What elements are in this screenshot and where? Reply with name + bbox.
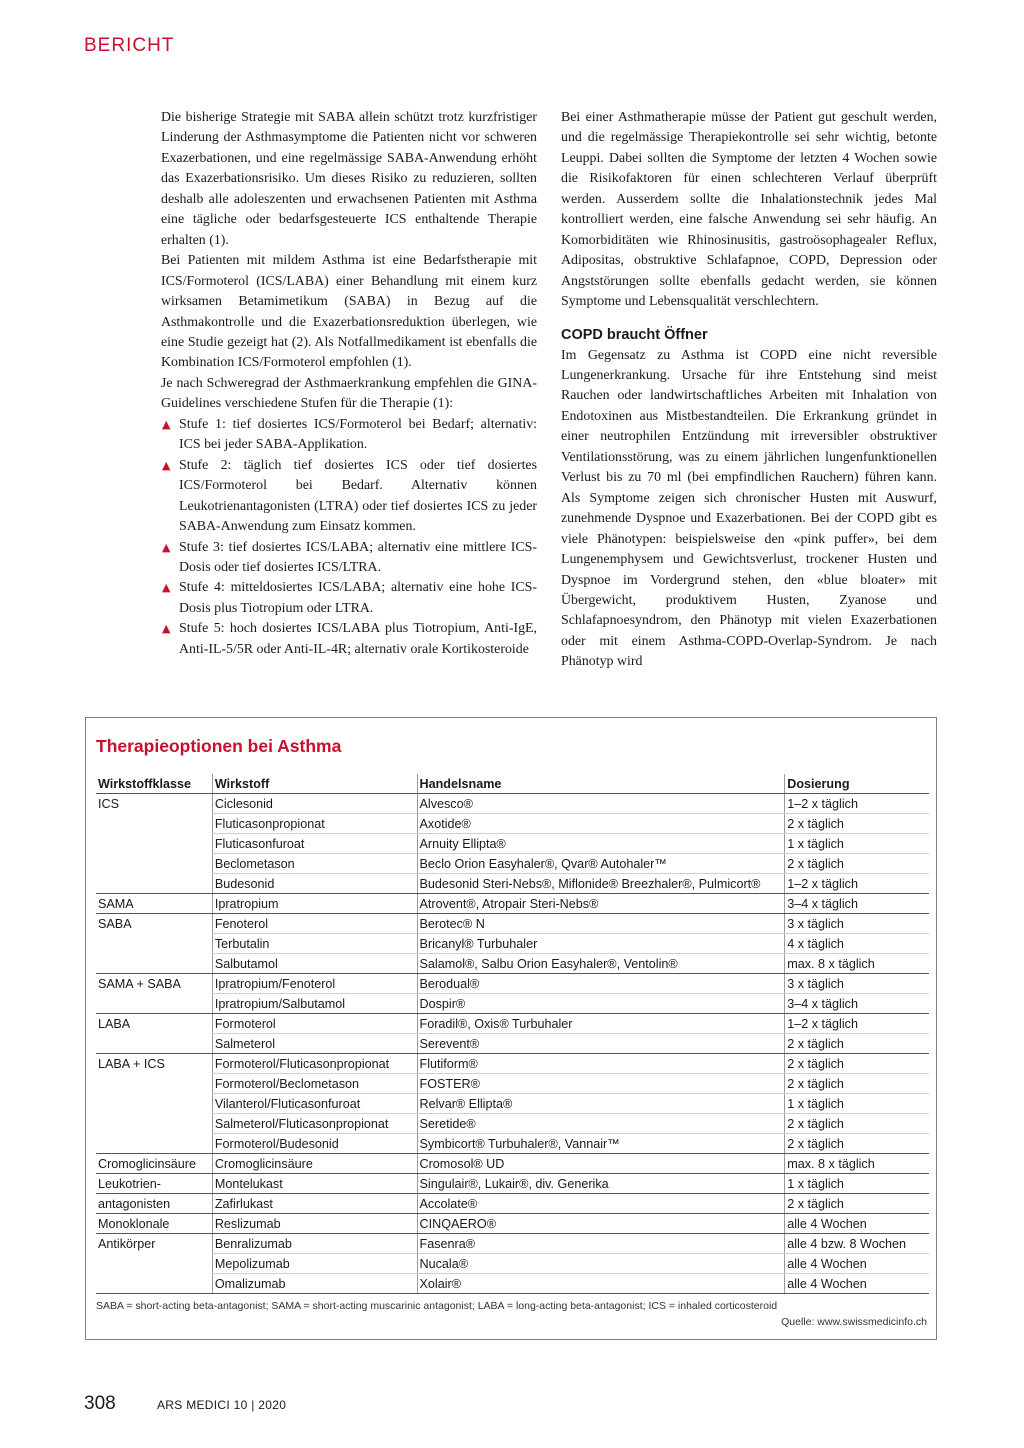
table-row (96, 1114, 929, 1134)
table-cell: Ciclesonid (212, 794, 417, 814)
therapy-options-box (85, 717, 937, 1340)
table-cell (96, 994, 212, 1014)
table-row (96, 1234, 929, 1254)
table-cell (96, 814, 212, 834)
table-row (96, 1134, 929, 1154)
column-header: Dosierung (785, 774, 929, 794)
table-title: Therapieoptionen bei Asthma (96, 736, 342, 756)
table-row (96, 1034, 929, 1054)
table-cell: Cromoglicinsäure (212, 1154, 417, 1174)
paragraph: Bei einer Asthmatherapie müsse der Patient gut geschult werden, und die regelmässige Therapiekontrolle sei sehr wichtig, betonte Leuppi. Dabei sollten die Symptome der letzten 4 Wochen sowie die Risikofaktoren für einen schlechteren Verlauf überprüft werden. Ausserdem sollte die Inhalationstechnik jedes Mal kontrolliert werden, eine falsche Anwendung sei sehr häufig. An Komorbiditäten wie Rhinosinusitis, gastroösophagealer Reflux, Adipositas, obstruktive Schlafapnoe, COPD, Depression oder Angststörungen sollte ebenfalls gedacht werden, sie können Symptome und Lebensqualität verschlechtern. (561, 110, 937, 310)
table-cell: Accolate® (417, 1194, 785, 1214)
table-row (96, 1174, 929, 1194)
table-cell (96, 1074, 212, 1094)
table-cell: Beclometason (212, 854, 417, 874)
table-cell: 2 x täglich (785, 1034, 929, 1054)
table-cell: 2 x täglich (785, 814, 929, 834)
section-label: BERICHT (84, 35, 175, 56)
table-cell: Atrovent®, Atropair Steri-Nebs® (417, 894, 785, 914)
table-cell: 1 x täglich (785, 1094, 929, 1114)
column-header: Wirkstoff (212, 774, 417, 794)
table-cell: Monoklonale (96, 1214, 212, 1234)
list-item (161, 578, 537, 619)
table-cell: alle 4 Wochen (785, 1254, 929, 1274)
table-header-row (96, 774, 929, 794)
table-cell: 2 x täglich (785, 1074, 929, 1094)
left-column (161, 108, 537, 660)
table-cell: Benralizumab (212, 1234, 417, 1254)
table-cell: Bricanyl® Turbuhaler (417, 934, 785, 954)
list-item-text: Stufe 5: hoch dosiertes ICS/LABA plus Tiotropium, Anti-IgE, Anti-IL-5/5R oder Anti-IL-4R; alternativ orale Kortikosteroide (179, 621, 537, 657)
table-cell: Cromoglicinsäure (96, 1154, 212, 1174)
table-row (96, 1254, 929, 1274)
table-cell: Serevent® (417, 1034, 785, 1054)
list-item-text: Stufe 4: mitteldosiertes ICS/LABA; alternativ eine hohe ICS-Dosis plus Tiotropium oder LTRA. (179, 580, 537, 616)
table-cell: Formoterol/Beclometason (212, 1074, 417, 1094)
table-cell: Budesonid (212, 874, 417, 894)
table-cell: SAMA + SABA (98, 976, 181, 991)
table-cell: Montelukast (212, 1174, 417, 1194)
table-cell: Salmeterol/Fluticasonpropionat (212, 1114, 417, 1134)
table-cell: 1–2 x täglich (785, 794, 929, 814)
table-cell: Formoterol/Fluticasonpropionat (212, 1054, 417, 1074)
table-cell (96, 834, 212, 854)
table-cell: max. 8 x täglich (785, 954, 929, 974)
table-cell: Nucala® (417, 1254, 785, 1274)
table-cell: Xolair® (417, 1274, 785, 1294)
table-cell: Alvesco® (417, 794, 785, 814)
table-cell: alle 4 Wochen (785, 1214, 929, 1234)
table-row (96, 814, 929, 834)
table-row (96, 834, 929, 854)
table-row (96, 994, 929, 1014)
table-cell: Formoterol/Budesonid (212, 1134, 417, 1154)
table-source: Quelle: www.swissmedicinfo.ch (781, 1316, 927, 1328)
list-item (161, 619, 537, 660)
table-cell: Symbicort® Turbuhaler®, Vannair™ (417, 1134, 785, 1154)
table-cell: SAMA (96, 894, 212, 914)
list-item (161, 456, 537, 538)
table-cell: Ipratropium (212, 894, 417, 914)
table-cell: 2 x täglich (785, 1134, 929, 1154)
table-cell: Reslizumab (212, 1214, 417, 1234)
triangle-bullet-icon: ▲ (162, 581, 171, 595)
table-cell: ICS (98, 796, 119, 811)
table-cell: 4 x täglich (785, 934, 929, 954)
table-row (96, 1274, 929, 1294)
table-cell: 1 x täglich (785, 1174, 929, 1194)
list-item (161, 415, 537, 456)
therapy-table (96, 774, 929, 1294)
right-column (561, 108, 937, 673)
table-cell: 2 x täglich (785, 854, 929, 874)
paragraph: Je nach Schweregrad der Asthmaerkrankung empfehlen die GINA-Guidelines verschiedene Stufen für die Therapie (1): (161, 375, 537, 412)
table-cell: Singulair®, Lukair®, div. Generika (417, 1174, 785, 1194)
table-cell: Flutiform® (417, 1054, 785, 1074)
table-cell: Terbutalin (212, 934, 417, 954)
table-cell: Fluticasonpropionat (212, 814, 417, 834)
table-row (96, 974, 929, 994)
list-item-text: Stufe 1: tief dosiertes ICS/Formoterol bei Bedarf; alternativ: ICS bei jeder SABA-Applikation. (179, 416, 537, 453)
table-row (96, 954, 929, 974)
table-cell: Arnuity Ellipta® (417, 834, 785, 854)
table-cell (96, 874, 212, 894)
journal-issue: ARS MEDICI 10 | 2020 (157, 1398, 287, 1412)
table-row (96, 1054, 929, 1074)
table-cell: Salmeterol (212, 1034, 417, 1054)
table-cell: Mepolizumab (212, 1254, 417, 1274)
table-cell: 2 x täglich (785, 1194, 929, 1214)
table-cell: Ipratropium/Fenoterol (212, 974, 417, 994)
table-cell: 3 x täglich (785, 974, 929, 994)
table-cell (96, 1094, 212, 1114)
table-cell: max. 8 x täglich (785, 1154, 929, 1174)
table-row (96, 914, 929, 934)
table-cell: Seretide® (417, 1114, 785, 1134)
table-cell: Salamol®, Salbu Orion Easyhaler®, Ventolin® (417, 954, 785, 974)
section-heading: COPD braucht Öffner (561, 326, 708, 343)
table-cell (96, 1114, 212, 1134)
table-cell: Berotec® N (417, 914, 785, 934)
therapy-steps-list (161, 415, 537, 660)
table-cell: Antikörper (98, 1236, 156, 1251)
table-cell: Leukotrien- (96, 1174, 212, 1194)
table-row (96, 894, 929, 914)
column-header: Wirkstoffklasse (96, 774, 212, 794)
table-cell: Fluticasonfuroat (212, 834, 417, 854)
triangle-bullet-icon: ▲ (162, 458, 171, 472)
table-cell: Foradil®, Oxis® Turbuhaler (417, 1014, 785, 1034)
table-cell: 1–2 x täglich (785, 874, 929, 894)
table-cell (96, 1034, 212, 1054)
table-cell: Ipratropium/Salbutamol (212, 994, 417, 1014)
table-cell: Vilanterol/Fluticasonfuroat (212, 1094, 417, 1114)
table-cell: Omalizumab (212, 1274, 417, 1294)
table-cell: Cromosol® UD (417, 1154, 785, 1174)
page-number: 308 (84, 1393, 116, 1414)
table-body (96, 794, 929, 1294)
table-row (96, 1074, 929, 1094)
paragraph: Bei Patienten mit mildem Asthma ist eine Bedarfstherapie mit ICS/Formoterol (ICS/LABA) einer Behandlung mit einem kurz wirksamen Betamimetikum (SABA) in Bezug auf die Asthmakontrolle und die Exazerbationsreduktion überlegen, wie eine Studie gezeigt hat (2). Als Notfallmedikament ist ebenfalls die Kombination ICS/Formoterol empfohlen (1). (161, 253, 537, 371)
table-cell: Salbutamol (212, 954, 417, 974)
table-row (96, 1154, 929, 1174)
table-row (96, 874, 929, 894)
triangle-bullet-icon: ▲ (162, 540, 171, 554)
table-cell: 3–4 x täglich (785, 894, 929, 914)
table-cell: alle 4 bzw. 8 Wochen (785, 1234, 929, 1254)
table-cell: 3 x täglich (785, 914, 929, 934)
table-cell: SABA (98, 916, 132, 931)
table-row (96, 794, 929, 814)
table-cell: Budesonid Steri-Nebs®, Miflonide® Breezhaler®, Pulmicort® (417, 874, 785, 894)
table-cell: 3–4 x täglich (785, 994, 929, 1014)
table-cell (96, 1254, 212, 1274)
table-cell: Fasenra® (417, 1234, 785, 1254)
table-cell: Axotide® (417, 814, 785, 834)
table-cell: Berodual® (417, 974, 785, 994)
table-cell: 2 x täglich (785, 1054, 929, 1074)
table-footnote: SABA = short-acting beta-antagonist; SAMA = short-acting muscarinic antagonist; LABA = long-acting beta-antagonist; ICS = inhaled corticosteroid (96, 1300, 778, 1312)
table-cell: LABA (98, 1016, 131, 1031)
table-row (96, 1194, 929, 1214)
table-row (96, 934, 929, 954)
table-cell (96, 1134, 212, 1154)
table-row (96, 1214, 929, 1234)
table-cell (96, 934, 212, 954)
table-cell: FOSTER® (417, 1074, 785, 1094)
table-cell: 2 x täglich (785, 1114, 929, 1134)
paragraph: Die bisherige Strategie mit SABA allein schützt trotz kurzfristiger Linderung der Asthmasymptome die Patienten nicht vor schweren Exazerbationen, und eine regelmässige SABA-Anwendung erhöht das Exazerbationsrisiko. Um dieses Risiko zu reduzieren, sollten deshalb alle adoleszenten und erwachsenen Patienten mit Asthma eine tägliche oder bedarfsgesteuerte ICS enthaltende Therapie erhalten (1). (161, 110, 537, 248)
list-item-text: Stufe 2: täglich tief dosiertes ICS oder tief dosiertes ICS/Formoterol bei Bedarf. Alternativ können Leukotrienantagonisten (LTRA) oder tief dosiertes ICS zu jeder SABA-Anwendung zum Einsatz kommen. (179, 457, 537, 535)
table-row (96, 854, 929, 874)
table-cell: Dospir® (417, 994, 785, 1014)
triangle-bullet-icon: ▲ (162, 417, 171, 431)
table-cell: antagonisten (96, 1194, 212, 1214)
list-item (161, 538, 537, 579)
table-row (96, 1094, 929, 1114)
table-cell (96, 954, 212, 974)
paragraph: Im Gegensatz zu Asthma ist COPD eine nicht reversible Lungenerkrankung. Ursache für ihre Entstehung sind meist Rauchen oder landwirtschaftliches Arbeiten mit Inhalation von Endotoxinen aus Mistbestandteilen. Die Erkrankung gründet in einer neutrophilen Entzündung mit irreversibler obstruktiver Ventilationsstörung, was zu einem jährlichen lungenfunktionellen Verlust bis zu 70 ml (bei empfindlichen Rauchern) führen kann. Als Symptome zeigen sich chronischer Husten mit Auswurf, zunehmende Dyspnoe und Exazerbationen. Bei der COPD gibt es viele Phänotypen: beispielsweise den «pink puffer», bei dem Lungenemphysem und Gewichtsverlust, trockener Husten und Dyspnoe im Vordergrund stehen, den «blue bloater» mit Übergewicht, produktivem Husten, Zyanose und Schlafapnoesyndrom, den Phänotyp mit vielen Exazerbationen oder mit einem Asthma-COPD-Overlap-Syndrom. Je nach Phänotyp wird (561, 347, 937, 670)
table-cell: Beclo Orion Easyhaler®, Qvar® Autohaler™ (417, 854, 785, 874)
table-cell (96, 1274, 212, 1294)
table-cell: 1 x täglich (785, 834, 929, 854)
table-cell: 1–2 x täglich (785, 1014, 929, 1034)
table-cell: Zafirlukast (212, 1194, 417, 1214)
table-cell: Formoterol (212, 1014, 417, 1034)
column-header: Handelsname (417, 774, 785, 794)
triangle-bullet-icon: ▲ (162, 622, 171, 636)
table-cell: alle 4 Wochen (785, 1274, 929, 1294)
table-row (96, 1014, 929, 1034)
table-cell: Fenoterol (212, 914, 417, 934)
list-item-text: Stufe 3: tief dosiertes ICS/LABA; alternativ eine mittlere ICS-Dosis oder tief dosiertes ICS/LTRA. (179, 539, 537, 575)
table-cell (96, 854, 212, 874)
table-cell: Relvar® Ellipta® (417, 1094, 785, 1114)
table-cell: CINQAERO® (417, 1214, 785, 1234)
table-cell: LABA + ICS (98, 1056, 165, 1071)
